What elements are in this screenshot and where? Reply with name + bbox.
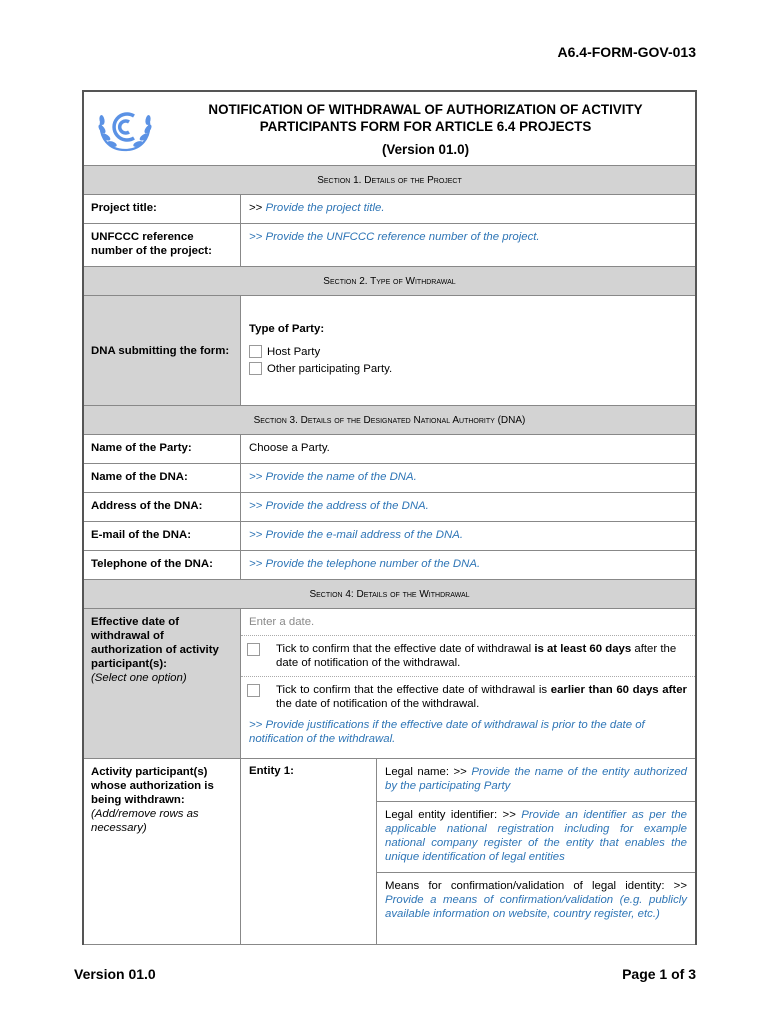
footer-page-number: Page 1 of 3 <box>622 966 696 982</box>
tick-earlier-checkbox[interactable] <box>247 684 260 697</box>
form-table <box>82 90 697 945</box>
other-party-checkbox[interactable] <box>249 362 262 375</box>
dna-name-label: Name of the DNA: <box>84 464 241 492</box>
party-name-row <box>84 435 695 464</box>
date-picker[interactable]: Enter a date. <box>241 609 695 636</box>
legal-entity-identifier-field[interactable]: Legal entity identifier: >> Provide an identifier as per the applicable national registration including for example national company register of the entity that enables the unique identification of legal entities <box>377 802 695 873</box>
form-header <box>84 92 695 166</box>
form-title: NOTIFICATION OF WITHDRAWAL OF AUTHORIZATION OF ACTIVITY PARTICIPANTS FORM FOR ARTICLE 6.4 PROJECTS (Version 01.0) <box>166 92 695 165</box>
section-3-header: Section 3. Details of the Designated National Authority (DNA) <box>84 406 695 435</box>
effective-date-hint: (Select one option) <box>91 672 187 684</box>
unfccc-logo-icon <box>84 92 166 165</box>
party-name-label: Name of the Party: <box>84 435 241 463</box>
party-select[interactable]: Choose a Party. <box>249 442 330 454</box>
dna-submitting-label: DNA submitting the form: <box>84 296 241 405</box>
tick-60-days-checkbox[interactable] <box>247 643 260 656</box>
effective-date-cell <box>241 609 695 758</box>
dna-email-field[interactable]: >> Provide the e-mail address of the DNA. <box>249 529 463 541</box>
dna-address-field[interactable]: >> Provide the address of the DNA. <box>249 500 429 512</box>
dna-address-label: Address of the DNA: <box>84 493 241 521</box>
tick-60-days-option[interactable]: Tick to confirm that the effective date of withdrawal is at least 60 days after the date of notification of the withdrawal. <box>241 636 695 677</box>
entity-1-details <box>377 759 695 944</box>
dna-name-field[interactable]: >> Provide the name of the DNA. <box>249 471 417 483</box>
section-2-header: Section 2. Type of Withdrawal <box>84 267 695 296</box>
identity-confirmation-field[interactable]: Means for confirmation/validation of legal identity: >> Provide a means of confirmation/validation (e.g. publicly available information on website, country register, etc.) <box>385 880 687 920</box>
party-type-label: Type of Party: <box>249 323 325 335</box>
dna-telephone-label: Telephone of the DNA: <box>84 551 241 579</box>
section-4-header: Section 4: Details of the Withdrawal <box>84 580 695 609</box>
effective-date-label: Effective date of withdrawal of authorization of activity participant(s): (Select one option) <box>84 609 241 758</box>
entity-1-label: Entity 1: <box>241 759 377 944</box>
dna-address-row <box>84 493 695 522</box>
host-party-checkbox[interactable] <box>249 345 262 358</box>
participants-row <box>84 759 695 945</box>
dna-email-label: E-mail of the DNA: <box>84 522 241 550</box>
dna-telephone-row <box>84 551 695 580</box>
dna-email-row <box>84 522 695 551</box>
section-1-header: Section 1. Details of the Project <box>84 166 695 195</box>
unfccc-ref-label: UNFCCC reference number of the project: <box>84 224 241 266</box>
other-party-option[interactable]: Other participating Party. <box>249 362 687 376</box>
form-version: (Version 01.0) <box>381 142 470 157</box>
dna-name-row <box>84 464 695 493</box>
unfccc-ref-field[interactable]: >> Provide the UNFCCC reference number of the project. <box>249 231 540 243</box>
footer-version: Version 01.0 <box>74 966 156 982</box>
dna-submitting-row <box>84 296 695 406</box>
host-party-option[interactable]: Host Party <box>249 345 687 359</box>
project-title-row <box>84 195 695 224</box>
participants-hint: (Add/remove rows as necessary) <box>91 808 199 834</box>
dna-telephone-field[interactable]: >> Provide the telephone number of the DNA. <box>249 558 481 570</box>
effective-date-row <box>84 609 695 759</box>
participants-label: Activity participant(s) whose authorization is being withdrawn: (Add/remove rows as necessary) <box>84 759 241 944</box>
unfccc-ref-row <box>84 224 695 267</box>
tick-earlier-option[interactable]: Tick to confirm that the effective date of withdrawal is earlier than 60 days after the date of notification of the withdrawal. <box>241 677 695 713</box>
party-type-cell <box>241 296 695 405</box>
project-title-label: Project title: <box>84 195 241 223</box>
justification-field[interactable]: >> Provide justifications if the effective date of withdrawal is prior to the date of notification of the withdrawal. <box>249 719 645 745</box>
project-title-field[interactable]: >> Provide the project title. <box>249 202 385 214</box>
form-code: A6.4-FORM-GOV-013 <box>557 44 696 60</box>
legal-name-field[interactable]: Legal name: >> Provide the name of the entity authorized by the participating Party <box>377 759 695 802</box>
